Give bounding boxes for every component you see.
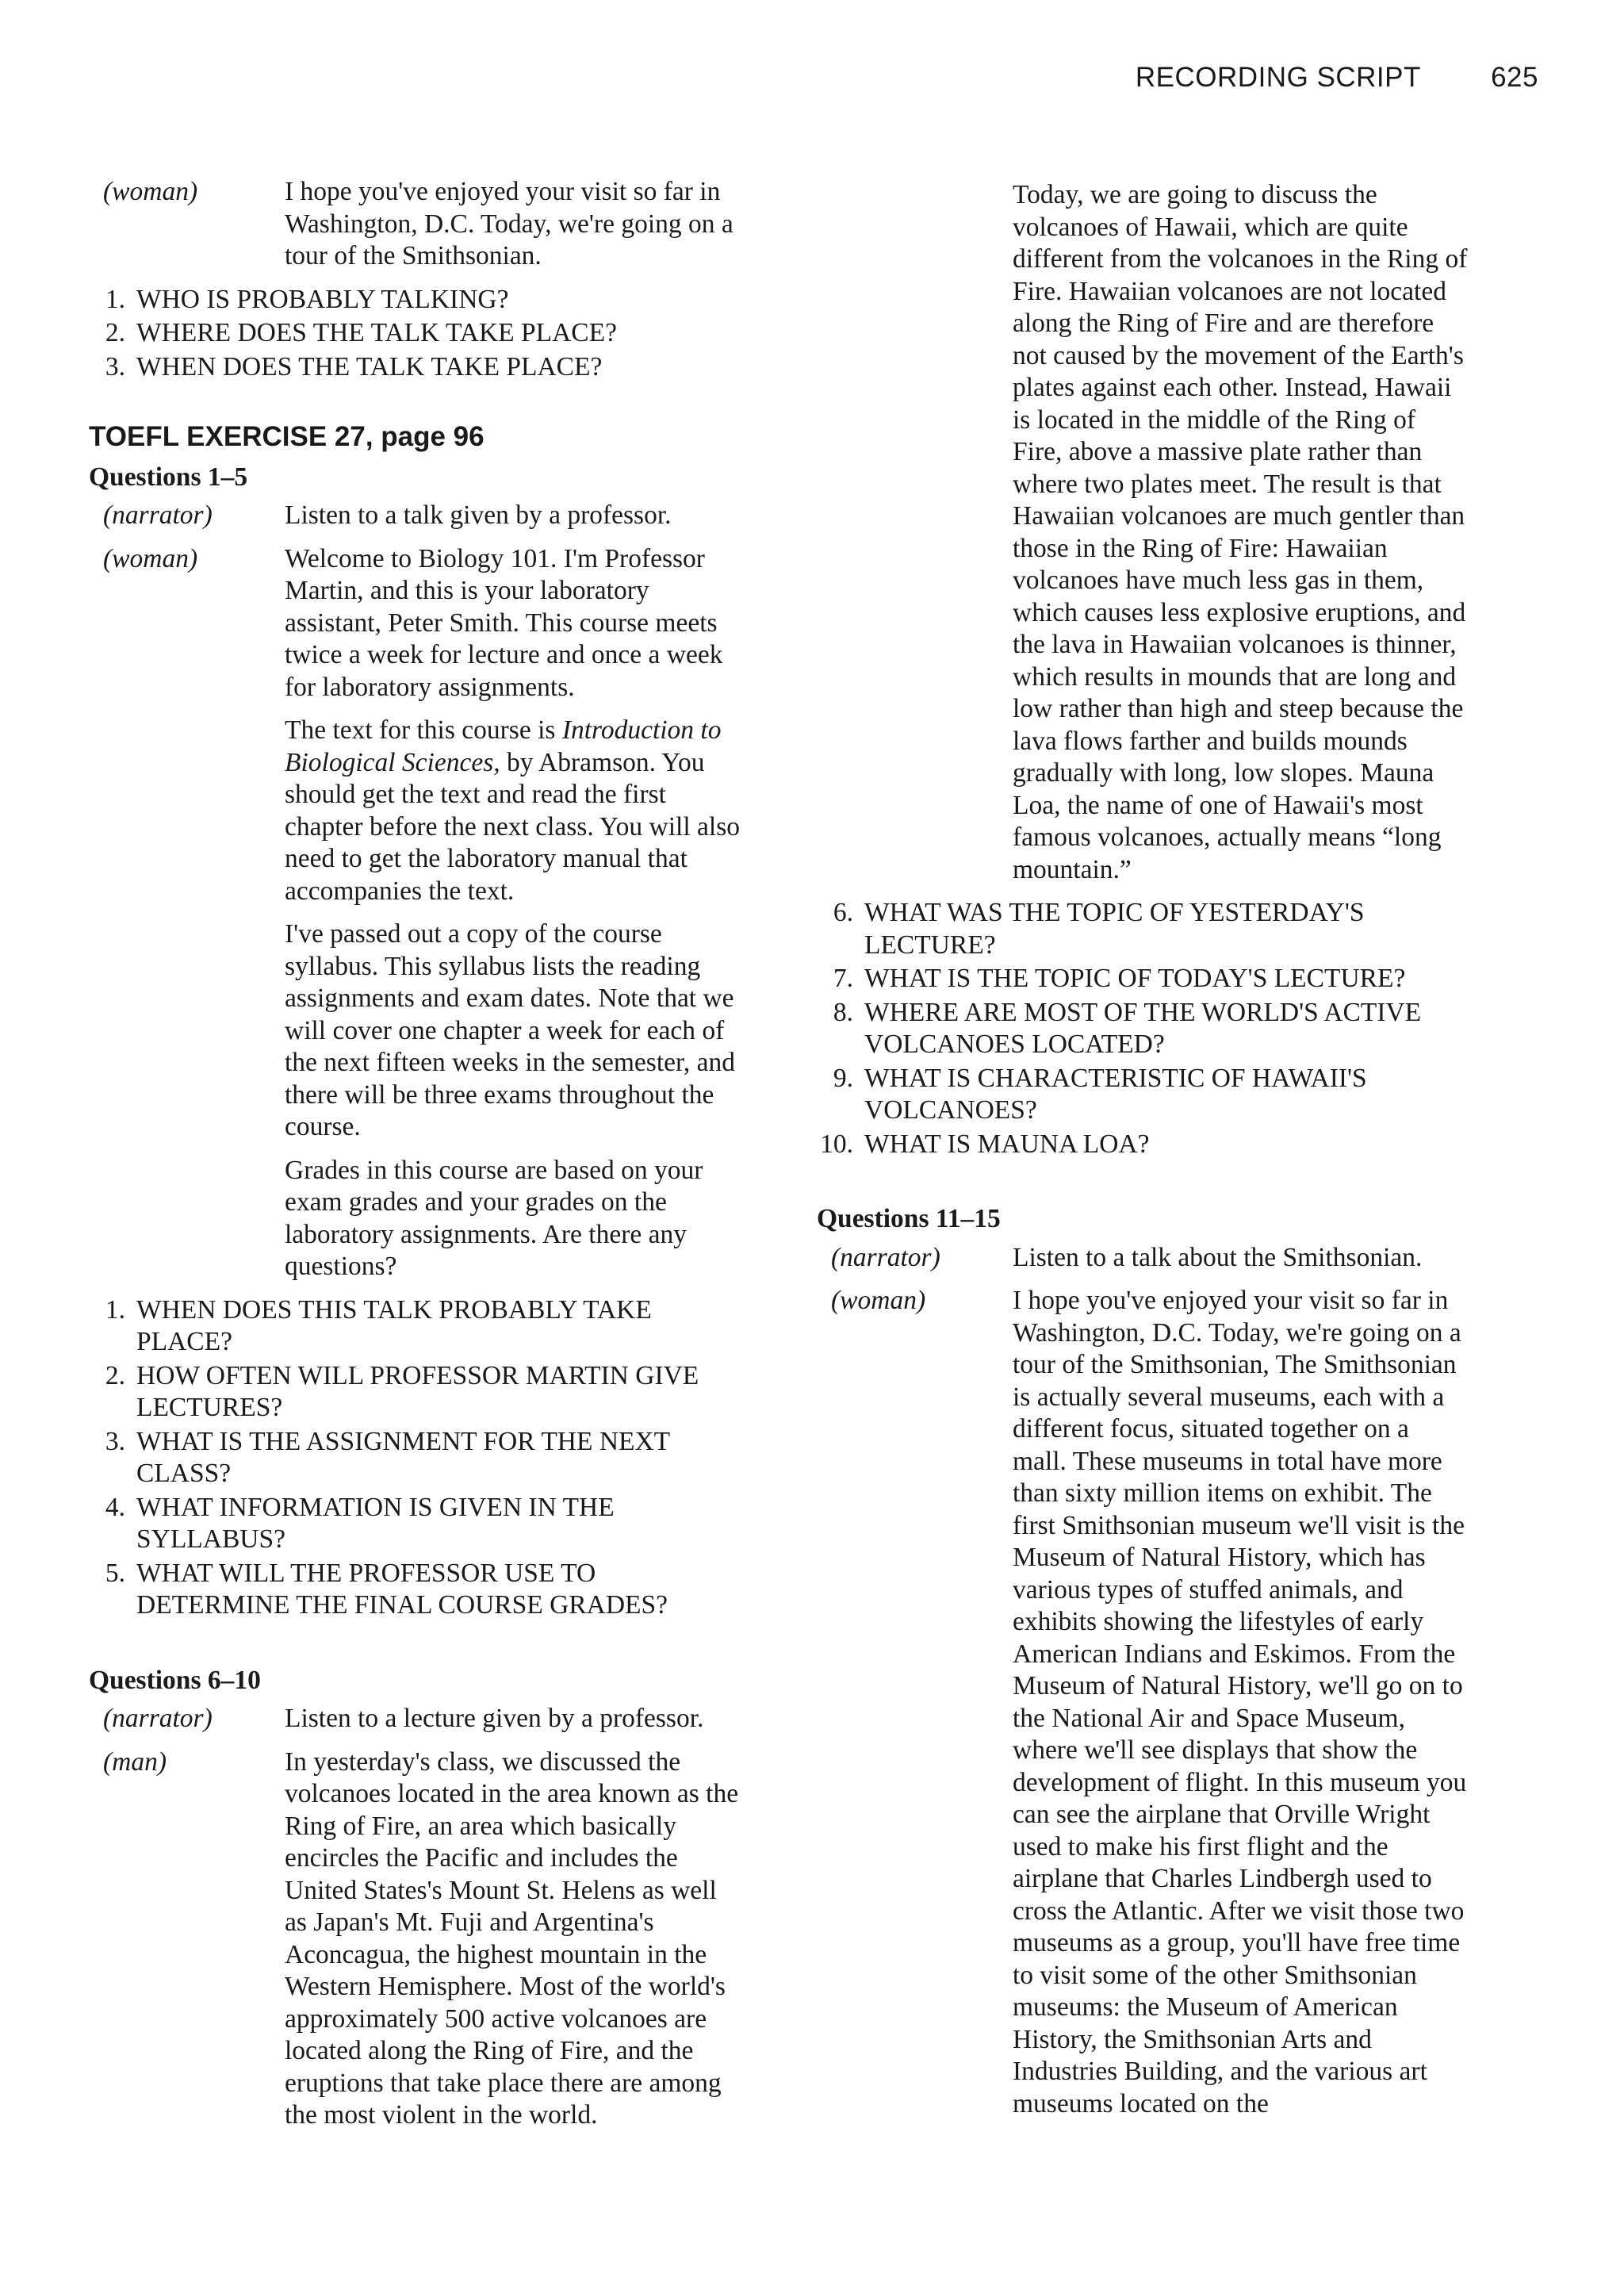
paragraph: I've passed out a copy of the course syllabus. This syllabus lists the reading assignments and exam dates. Note that we will cover one chapter a week for each of the next fifteen weeks in the semester, and there will be three exams throughout the course. xyxy=(285,919,735,1141)
question-number: 6. xyxy=(833,898,853,927)
narrator-role: (narrator) xyxy=(103,1704,213,1733)
exercise-title: TOEFL EXERCISE 27, page 96 xyxy=(89,421,485,452)
running-head xyxy=(1136,62,1538,94)
book-title: Introduction to Biological Sciences, xyxy=(285,715,722,777)
question-list xyxy=(89,284,747,384)
narrator-text: Listen to a talk given by a professor. xyxy=(285,500,672,530)
paragraph: Today, we are going to discuss the volcanoes of Hawaii, which are quite different from the volcanoes in the Ring of Fire. Hawaiian volcanoes are not located along the Ring of Fire and are therefore not caused by the movement of the Earth's plates against each other. Instead, Hawaii is located in the middle of the Ring of Fire, above a massive plate rather than where two plates meet. The result is that Hawaiian volcanoes are much gentler than those in the Ring of Fire: Hawaiian volcanoes have much less gas in them, which causes less explosive eruptions, and the lava in Hawaiian volcanoes is thinner, which results in mounds that are long and low rather than high and steep because the lava flows farther and builds mounds gradually with long, low slopes. Mauna Loa, the name of one of Hawaii's most famous volcanoes, actually means “long mountain.” xyxy=(1013,180,1468,884)
question-text: WHERE DOES THE TALK TAKE PLACE? xyxy=(136,318,617,347)
paragraph-text: by Abramson. You should get the text and read the first chapter before the next class. You will also need to get the laboratory manual that accompanies the text. xyxy=(285,747,741,906)
question-text: WHAT IS CHARACTERISTIC OF HAWAII'S VOLCANOES? xyxy=(864,1063,1367,1125)
narrator-text: Listen to a lecture given by a professor. xyxy=(285,1704,704,1733)
page-number: 625 xyxy=(1491,62,1538,93)
speaker-text xyxy=(1013,1285,1469,2120)
question-number: 5. xyxy=(105,1558,125,1588)
narrator-role: (narrator) xyxy=(103,500,213,530)
question-number: 10. xyxy=(820,1129,853,1159)
question-number: 1. xyxy=(105,284,125,314)
question-text: WHAT INFORMATION IS GIVEN IN THE SYLLABUS? xyxy=(136,1492,615,1554)
question-number: 1. xyxy=(105,1294,125,1325)
question-item xyxy=(89,351,747,384)
question-item xyxy=(89,1558,747,1622)
paragraph: I hope you've enjoyed your visit so far in Washington, D.C. Today, we're going on a tour of the Smithsonian. xyxy=(285,177,733,270)
speaker-role: (man) xyxy=(103,1746,167,1777)
narrator-block xyxy=(89,1703,747,1735)
speaker-block xyxy=(817,1285,1530,2120)
question-number: 8. xyxy=(833,997,853,1027)
question-item xyxy=(817,997,1530,1061)
paragraph xyxy=(285,715,741,907)
left-column xyxy=(89,176,747,2143)
right-column xyxy=(817,179,1530,2131)
question-text: HOW OFTEN WILL PROFESSOR MARTIN GIVE LECTURES? xyxy=(136,1360,699,1422)
speaker-block xyxy=(89,543,747,1283)
question-text: WHAT WILL THE PROFESSOR USE TO DETERMINE THE FINAL COURSE GRADES? xyxy=(136,1558,668,1620)
question-item xyxy=(89,1360,747,1424)
question-number: 3. xyxy=(105,1426,125,1456)
question-item xyxy=(817,1129,1530,1161)
question-item xyxy=(89,1492,747,1556)
question-text: WHEN DOES THE TALK TAKE PLACE? xyxy=(136,351,603,382)
question-item xyxy=(89,284,747,316)
question-number: 2. xyxy=(105,318,125,347)
question-item xyxy=(817,963,1530,995)
narrator-role: (narrator) xyxy=(831,1242,940,1272)
question-item xyxy=(817,1063,1530,1127)
question-list xyxy=(89,1294,747,1622)
speaker-role: (woman) xyxy=(103,177,198,206)
question-number: 7. xyxy=(833,964,853,993)
speaker-block xyxy=(89,176,747,273)
narrator-text-wrap xyxy=(285,1703,741,1735)
question-text: WHAT IS MAUNA LOA? xyxy=(864,1129,1150,1159)
question-number: 2. xyxy=(105,1360,125,1390)
paragraph: I hope you've enjoyed your visit so far in Washington, D.C. Today, we're going on a tour of the Smithsonian, The Smithsonian is actually several museums, each with a different focus, situated together on a mall. These museums in total have more than sixty million items on exhibit. The first Smithsonian museum we'll visit is the Museum of Natural History, which has various types of stuffed animals, and exhibits showing the lifestyles of early American Indians and Eskimos. From the Museum of Natural History, we'll go on to the National Air and Space Museum, where we'll see displays that show the development of flight. In this museum you can see the airplane that Orville Wright used to make his first flight and the airplane that Charles Lindbergh used to cross the Atlantic. After we visit those two museums as a group, you'll have free time to visit some of the other Smithsonian museums: the Museum of American History, the Smithsonian Arts and Industries Building, and the various art museums located on the xyxy=(1013,1286,1467,2118)
section-heading: Questions 6–10 xyxy=(89,1665,261,1695)
narrator-text: Listen to a talk about the Smithsonian. xyxy=(1013,1242,1423,1272)
paragraph: Welcome to Biology 101. I'm Professor Martin, and this is your laboratory assistant, Peter Smith. This course meets twice a week for lecture and once a week for laboratory assignments. xyxy=(285,543,723,702)
question-text: WHERE ARE MOST OF THE WORLD'S ACTIVE VOLCANOES LOCATED? xyxy=(864,997,1422,1059)
question-item xyxy=(817,897,1530,961)
question-text: WHEN DOES THIS TALK PROBABLY TAKE PLACE? xyxy=(136,1294,652,1356)
speaker-role: (woman) xyxy=(831,1286,926,1315)
narrator-text-wrap xyxy=(1013,1242,1469,1275)
paragraph: Grades in this course are based on your exam grades and your grades on the laboratory assignments. Are there any questions? xyxy=(285,1155,703,1281)
question-item xyxy=(89,317,747,350)
lecture-continuation xyxy=(1013,179,1469,886)
speaker-role: (woman) xyxy=(103,543,198,573)
speaker-text xyxy=(285,543,741,1283)
question-text: WHAT IS THE TOPIC OF TODAY'S LECTURE? xyxy=(864,964,1406,993)
paragraph-text: The text for this course is xyxy=(285,715,562,745)
section-heading: Questions 1–5 xyxy=(89,462,248,492)
speaker-text xyxy=(285,1746,741,2132)
running-head-title: RECORDING SCRIPT xyxy=(1135,62,1421,93)
question-item xyxy=(89,1294,747,1359)
section-heading: Questions 11–15 xyxy=(817,1204,1001,1233)
speaker-text xyxy=(285,176,741,273)
question-list xyxy=(817,897,1530,1160)
paragraph: In yesterday's class, we discussed the volcanoes located in the area known as the Ring of Fire, an area which basically encircles the Pacific and includes the United States's Mount St. Helens as well as Japan's Mt. Fuji and Argentina's Aconcagua, the highest mountain in the Western Hemisphere. Most of the world's approximately 500 active volcanoes are located along the Ring of Fire, and the eruptions that take place there are among the most violent in the world. xyxy=(285,1746,739,2130)
question-number: 3. xyxy=(105,351,125,382)
question-number: 4. xyxy=(105,1492,125,1522)
question-number: 9. xyxy=(833,1063,853,1093)
question-item xyxy=(89,1426,747,1490)
narrator-text-wrap xyxy=(285,500,741,532)
narrator-block xyxy=(817,1242,1530,1275)
speaker-block xyxy=(89,1746,747,2132)
question-text: WHAT IS THE ASSIGNMENT FOR THE NEXT CLASS? xyxy=(136,1426,670,1488)
question-text: WHAT WAS THE TOPIC OF YESTERDAY'S LECTURE? xyxy=(864,898,1365,960)
question-text: WHO IS PROBABLY TALKING? xyxy=(136,284,509,314)
narrator-block xyxy=(89,500,747,532)
